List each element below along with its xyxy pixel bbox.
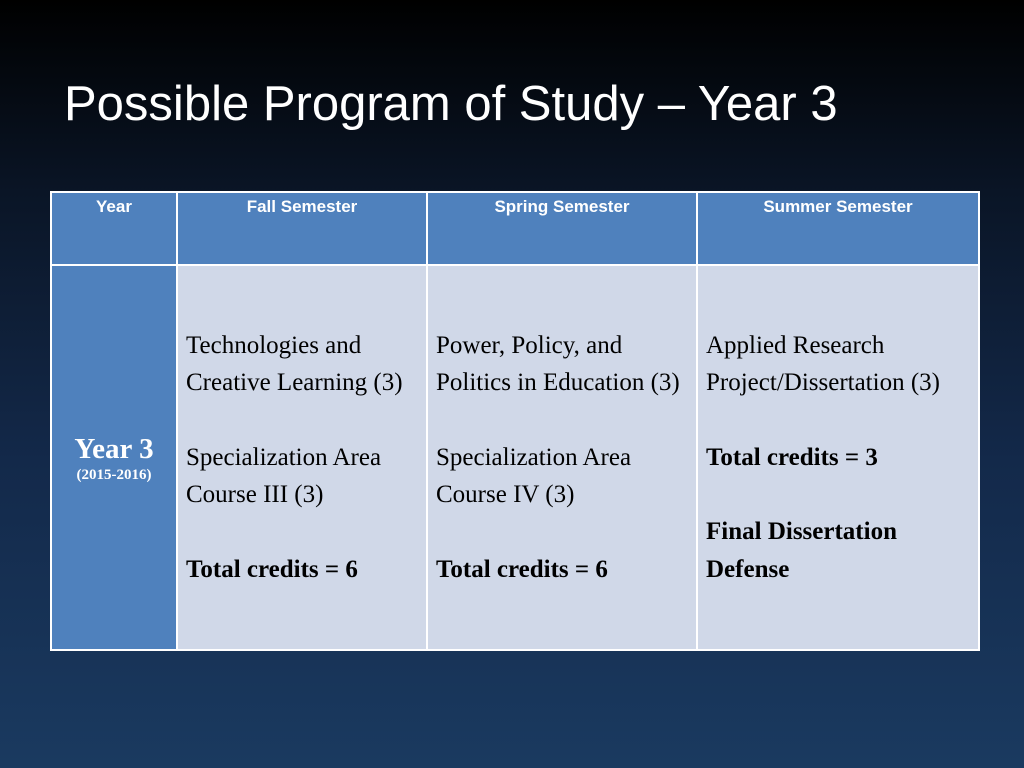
header-year: Year	[51, 192, 177, 265]
table-row	[51, 265, 979, 650]
summer-course-1: Applied Research Project/Dissertation (3)	[706, 331, 940, 397]
spring-course-1: Power, Policy, and Politics in Education (3)	[436, 331, 680, 397]
year-range: (2015-2016)	[76, 466, 152, 483]
summer-final-defense: Final Dissertation Defense	[706, 518, 897, 583]
program-table	[50, 191, 980, 651]
slide-title: Possible Program of Study – Year 3	[64, 77, 838, 131]
year-label: Year 3	[74, 432, 154, 465]
year-cell	[51, 265, 177, 650]
spring-total-credits: Total credits = 6	[436, 555, 608, 583]
spring-course-2: Specialization Area Course IV (3)	[436, 443, 632, 509]
fall-semester-cell	[177, 265, 427, 650]
header-row	[51, 192, 979, 265]
header-fall-semester: Fall Semester	[177, 192, 427, 265]
summer-semester-cell	[697, 265, 979, 650]
spring-semester-cell	[427, 265, 697, 650]
fall-course-1: Technologies and Creative Learning (3)	[186, 331, 403, 397]
header-summer-semester: Summer Semester	[697, 192, 979, 265]
header-spring-semester: Spring Semester	[427, 192, 697, 265]
fall-course-2: Specialization Area Course III (3)	[186, 443, 382, 509]
summer-total-credits: Total credits = 3	[706, 443, 878, 471]
fall-total-credits: Total credits = 6	[186, 555, 358, 583]
